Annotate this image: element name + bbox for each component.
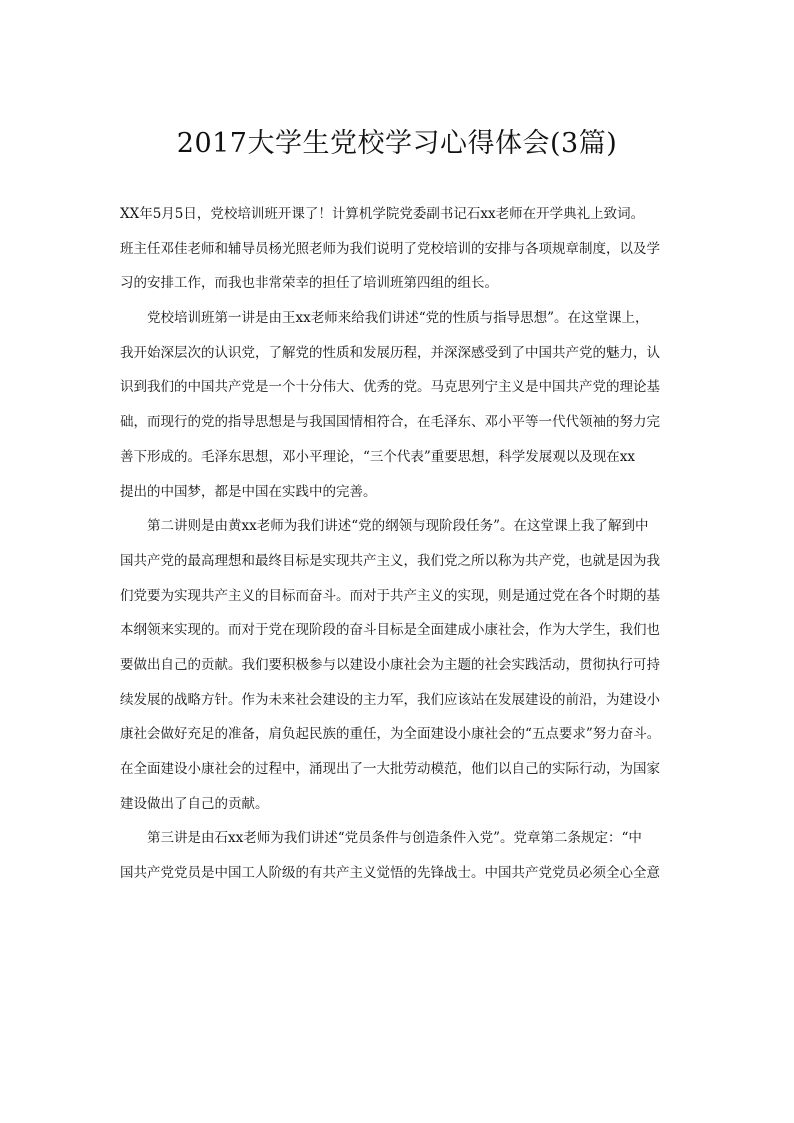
text-line: XX年5月5日，党校培训班开课了！计算机学院党委副书记石xx老师在开学典礼上致词。 <box>120 206 645 222</box>
text-line: 国共产党的最高理想和最终目标是实现共产主义，我们党之所以称为共产党，也就是因为我 <box>120 552 660 569</box>
paragraph-4 <box>120 821 680 890</box>
text-line: 习的安排工作，而我也非常荣幸的担任了培训班第四组的组长。 <box>120 275 498 292</box>
text-line: 础，而现行的党的指导思想是与我国国情相符合，在毛泽东、邓小平等一代代领袖的努力完 <box>120 414 660 431</box>
text-line: 在全面建设小康社会的过程中，涌现出了一大批劳动模范，他们以自己的实际行动，为国家 <box>120 761 660 777</box>
text-line: 第二讲则是由黄xx老师为我们讲述“党的纲领与现阶段任务”。在这堂课上我了解到中 <box>147 518 649 535</box>
document-title: 2017大学生党校学习心得体会(3篇) <box>176 128 618 159</box>
text-line: 康社会做好充足的准备，肩负起民族的重任，为全面建设小康社会的“五点要求”努力奋斗。 <box>120 726 661 743</box>
text-line: 班主任邓佳老师和辅导员杨光照老师为我们说明了党校培训的安排与各项规章制度，以及学 <box>120 240 660 257</box>
paragraph-1 <box>120 197 680 301</box>
text-line: 识到我们的中国共产党是一个十分伟大、优秀的党。马克思列宁主义是中国共产党的理论基 <box>120 379 660 396</box>
paragraph-2 <box>120 301 680 509</box>
text-line: 第三讲是由石xx老师为我们讲述“党员条件与创造条件入党”。党章第二条规定：“中 <box>147 830 642 847</box>
paragraph-3 <box>120 509 680 821</box>
text-line: 党校培训班第一讲是由王xx老师来给我们讲述“党的性质与指导思想”。在这堂课上， <box>147 310 649 327</box>
text-line: 们党要为实现共产主义的目标而奋斗。而对于共产主义的实现，则是通过党在各个时期的基 <box>120 587 660 604</box>
text-line: 要做出自己的贡献。我们要积极参与以建设小康社会为主题的社会实践活动，贯彻执行可持 <box>120 656 660 673</box>
text-line: 续发展的战略方针。作为未来社会建设的主力军，我们应该站在发展建设的前沿，为建设小 <box>120 691 660 708</box>
text-line: 本纲领来实现的。而对于党在现阶段的奋斗目标是全面建成小康社会，作为大学生，我们也 <box>120 622 660 639</box>
text-line: 提出的中国梦，都是中国在实践中的完善。 <box>120 483 377 500</box>
document-body <box>120 197 680 891</box>
text-line: 国共产党党员是中国工人阶级的有共产主义觉悟的先锋战士。中国共产党党员必须全心全意 <box>120 865 660 882</box>
text-line: 善下形成的。毛泽东思想，邓小平理论，“三个代表”重要思想，科学发展观以及现在xx <box>120 448 636 465</box>
text-line: 建设做出了自己的贡献。 <box>120 795 269 812</box>
text-line: 我开始深层次的认识党，了解党的性质和发展历程，并深深感受到了中国共产党的魅力，认 <box>120 344 660 361</box>
